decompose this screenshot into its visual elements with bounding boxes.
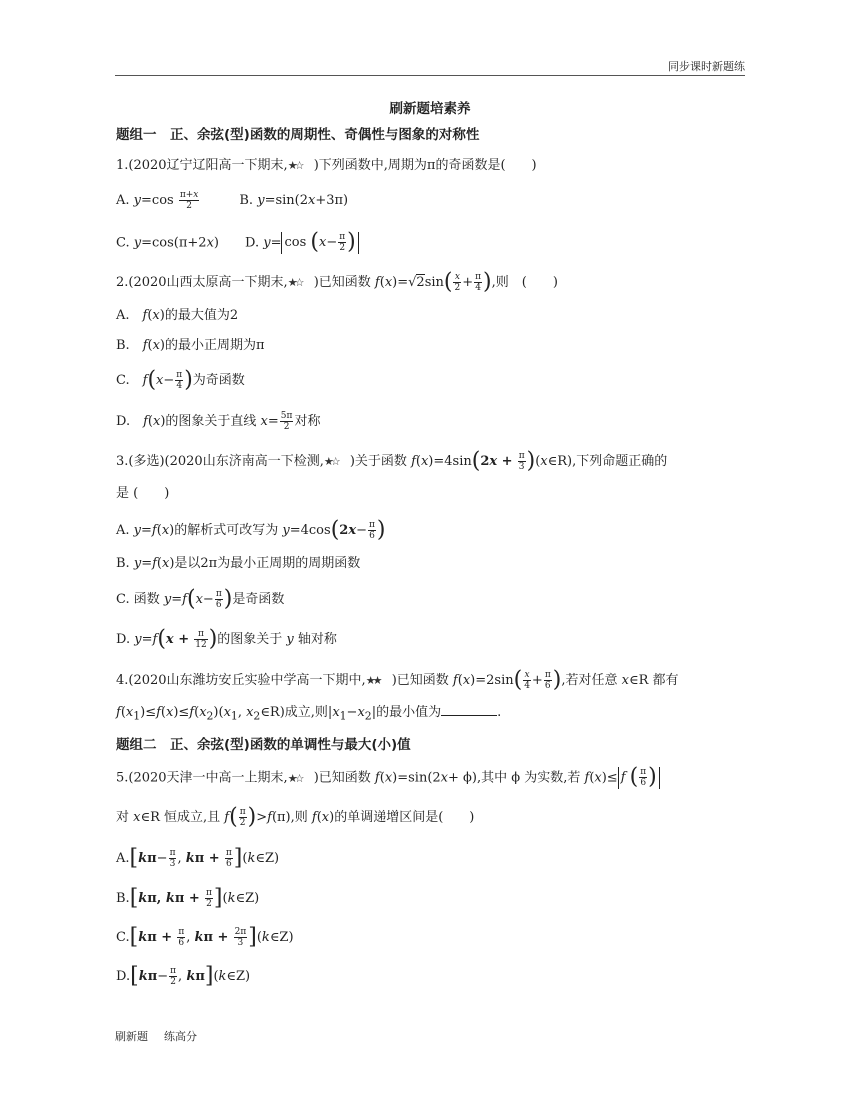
q1-options-cd: C. y=cos(π+2x) D. y= cos (x− $\frac{\pi}{2}$ )	[116, 232, 359, 254]
page-header	[115, 60, 745, 76]
question-3: 3.(多选)(2020山东济南高一下检测,★☆ )关于函数 f(x)=4sin(2x + $\frac{\pi}{3}$ )(x∈R),下列命题正确的	[116, 448, 668, 474]
page-title: 刷新题培素养	[389, 101, 471, 117]
q5-option-c: C.[kπ + $\frac{\pi}{6}$ , kπ + $\frac{2\pi}{3}$ ](k∈Z)	[116, 924, 294, 950]
q3-option-b: B. y=f(x)是以2π为最小正周期的周期函数	[116, 556, 361, 571]
q3-option-a: A. y=f(x)的解析式可改写为 y=4cos(2x− $\frac{\pi}{6}$ )	[116, 517, 386, 543]
q5-option-a: A.[kπ− $\frac{\pi}{3}$ , kπ + $\frac{\pi}{6}$ ](k∈Z)	[116, 845, 280, 871]
question-1: 1.(2020辽宁辽阳高一下期末,★☆ )下列函数中,周期为π的奇函数是( )	[116, 158, 537, 173]
difficulty-stars-icon: ★☆	[287, 276, 302, 289]
group-2-title: 题组二 正、余弦(型)函数的单调性与最大(小)值	[116, 737, 411, 753]
answer-blank	[441, 703, 497, 716]
page-footer	[115, 1028, 213, 1044]
q5-option-d: D.[kπ− $\frac{\pi}{2}$ , kπ](k∈Z)	[116, 963, 251, 989]
footer-left: 刷新题	[115, 1030, 148, 1043]
q3-option-c: C. 函数 y=f(x− $\frac{\pi}{6}$ )是奇函数	[116, 586, 285, 612]
q1-options-ab: A. y=cos $\frac{\pi+x}{2}$ B. y=sin(2x+3π)	[116, 190, 349, 211]
question-4: 4.(2020山东潍坊安丘实验中学高一下期中,★★ )已知函数 f(x)=2sin( $\frac{x}{4}$ + $\frac{\pi}{6}$ ),若对任意 x∈R 都有	[116, 667, 679, 693]
q4-continued: $f(x_1)\le f(x)\le f(x_2)(x_1$, $x_2\in R$)成立,则$|x_1-x_2|$的最小值为 .	[116, 705, 502, 723]
q3-continued: 是 ( )	[116, 486, 170, 501]
q2-option-c: C. f(x− $\frac{\pi}{4}$ )为奇函数	[116, 367, 245, 393]
group-1-title: 题组一 正、余弦(型)函数的周期性、奇偶性与图象的对称性	[116, 127, 480, 143]
q2-option-d: D. f(x)的图象关于直线 x= $\frac{5\pi}{2}$ 对称	[116, 411, 321, 432]
q3-option-d: D. y=f(x + $\frac{\pi}{12}$ )的图象关于 y 轴对称	[116, 626, 337, 652]
question-5: 5.(2020天津一中高一上期末,★☆ )已知函数 f(x)=sin(2x+ ϕ),其中 ϕ 为实数,若 f(x)≤ f ( $\frac{\pi}{6}$ )	[116, 767, 660, 789]
q5-continued: 对 x∈R 恒成立,且 f( $\frac{\pi}{2}$ )>f(π),则 f(x)的单调递增区间是( )	[116, 804, 475, 830]
question-2: 2.(2020山西太原高一下期末,★☆ )已知函数 f(x)=√2sin( $\frac{x}{2}$ + $\frac{\pi}{4}$ ),则 ( )	[116, 269, 558, 295]
difficulty-stars-icon: ★★	[365, 674, 380, 687]
footer-right: 练高分	[164, 1030, 197, 1043]
q2-option-b: B. f(x)的最小正周期为π	[116, 338, 265, 353]
difficulty-stars-icon: ★☆	[287, 159, 302, 172]
q5-option-b: B.[kπ, kπ + $\frac{\pi}{2}$ ](k∈Z)	[116, 885, 260, 911]
q2-option-a: A. f(x)的最大值为2	[116, 308, 239, 323]
difficulty-stars-icon: ★☆	[287, 771, 302, 785]
difficulty-stars-icon: ★☆	[323, 455, 338, 468]
series-title: 同步课时新题练	[668, 60, 745, 73]
